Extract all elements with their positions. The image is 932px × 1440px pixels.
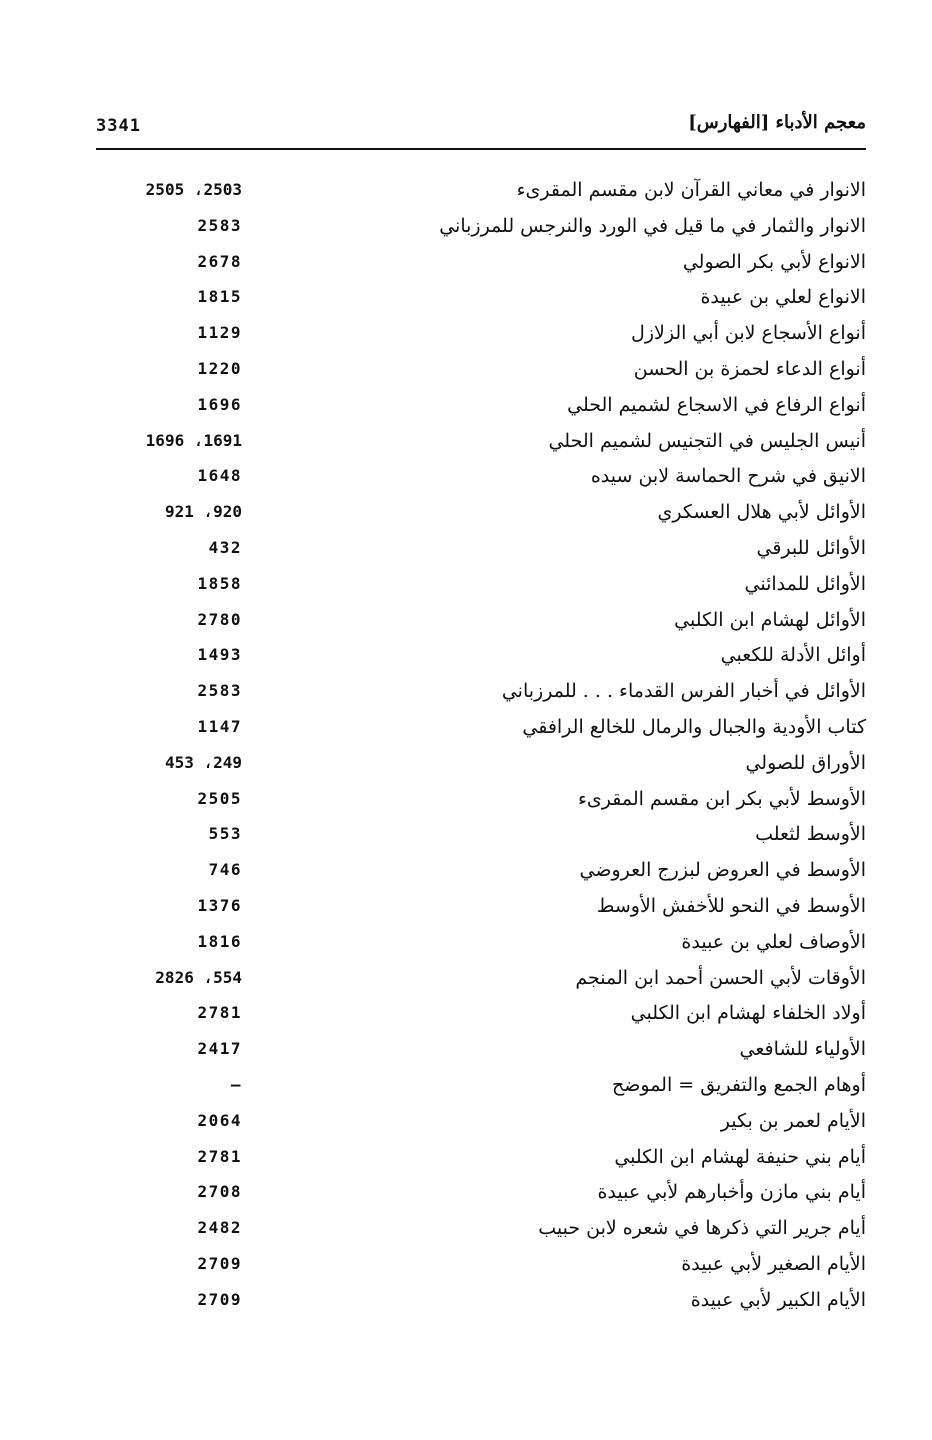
entry-title: الأوسط لأبي بكر ابن مقسم المقرىء — [577, 787, 866, 810]
entry-page-numbers: 746 — [208, 860, 242, 880]
entry-title: الأولياء للشافعي — [739, 1038, 866, 1061]
entry-title: الأوائل للمدائني — [744, 572, 866, 595]
index-entry — [96, 606, 866, 642]
entry-page-numbers: 1147 — [197, 716, 242, 736]
entry-title: كتاب الأودية والجبال والرمال للخالع الرافقي — [522, 715, 866, 738]
entry-page-numbers: 2709 — [197, 1289, 242, 1309]
entry-page-numbers: 1815 — [197, 287, 242, 307]
index-entry — [96, 892, 866, 928]
page-header — [96, 112, 866, 150]
entry-page-numbers: 453 ،249 — [164, 752, 242, 772]
index-entry — [96, 677, 866, 713]
entry-page-numbers: 1858 — [197, 573, 242, 593]
entry-page-numbers: 2826 ،554 — [155, 967, 242, 987]
entry-page-numbers: 2781 — [197, 1146, 242, 1166]
entry-title: أيام جرير التي ذكرها في شعره لابن حبيب — [538, 1217, 866, 1240]
index-entry — [96, 1107, 866, 1143]
index-entry — [96, 1214, 866, 1250]
entry-page-numbers: 432 — [208, 537, 242, 557]
index-entry — [96, 713, 866, 749]
entry-page-numbers: 1493 — [197, 645, 242, 665]
entry-page-numbers: 2708 — [197, 1182, 242, 1202]
entry-title: الانيق في شرح الحماسة لابن سيده — [590, 465, 866, 488]
entry-page-numbers: 2417 — [197, 1039, 242, 1059]
entry-title: الأوائل للبرقي — [756, 536, 866, 559]
index-entry — [96, 319, 866, 355]
index-entry — [96, 856, 866, 892]
index-entry — [96, 999, 866, 1035]
entry-title: أنواع الرفاع في الاسجاع لشميم الحلي — [567, 393, 866, 416]
index-entry — [96, 534, 866, 570]
index-entry — [96, 641, 866, 677]
index-entry — [96, 785, 866, 821]
entry-title: الأيام لعمر بن بكير — [720, 1109, 866, 1132]
page-number: 3341 — [96, 116, 141, 136]
entry-title: الأوقات لأبي الحسن أحمد ابن المنجم — [575, 966, 866, 989]
entry-page-numbers: 2678 — [197, 251, 242, 271]
entry-title: الانوار والثمار في ما قيل في الورد والنرجس للمرزباني — [439, 214, 866, 237]
index-entry — [96, 964, 866, 1000]
entry-page-numbers: 1816 — [197, 931, 242, 951]
entry-title: أنواع الأسجاع لابن أبي الزلازل — [631, 322, 866, 345]
entry-title: أوائل الأدلة للكعبي — [720, 644, 866, 667]
index-list — [96, 176, 866, 1322]
entry-page-numbers: 1696 ،1691 — [145, 430, 242, 450]
index-entry — [96, 1071, 866, 1107]
entry-title: أيام بني مازن وأخبارهم لأبي عبيدة — [597, 1181, 866, 1204]
index-entry — [96, 1250, 866, 1286]
entry-page-numbers: — — [230, 1074, 242, 1094]
entry-title: الانواع لعلي بن عبيدة — [700, 286, 866, 309]
index-entry — [96, 355, 866, 391]
entry-page-numbers: 1220 — [197, 358, 242, 378]
entry-title: الأوراق للصولي — [745, 751, 866, 774]
entry-title: الأيام الكبير لأبي عبيدة — [690, 1288, 866, 1311]
entry-title: الأوائل لهشام ابن الكلبي — [674, 608, 866, 631]
index-entry — [96, 928, 866, 964]
index-entry — [96, 176, 866, 212]
entry-page-numbers: 1696 — [197, 394, 242, 414]
index-entry — [96, 1035, 866, 1071]
index-entry — [96, 283, 866, 319]
entry-title: الانواع لأبي بكر الصولي — [682, 250, 866, 273]
index-entry — [96, 820, 866, 856]
entry-title: الأوسط لثعلب — [755, 823, 866, 846]
entry-title: الأوائل في أخبار الفرس القدماء . . . للمرزباني — [501, 680, 866, 703]
index-entry — [96, 1286, 866, 1322]
entry-page-numbers: 2780 — [197, 609, 242, 629]
entry-page-numbers: 1129 — [197, 323, 242, 343]
entry-page-numbers: 1648 — [197, 466, 242, 486]
entry-title: الأوسط في النحو للأخفش الأوسط — [596, 894, 866, 917]
index-entry — [96, 749, 866, 785]
running-title: معجم الأدباء [الفهارس] — [688, 112, 866, 133]
index-entry — [96, 498, 866, 534]
entry-title: أوهام الجمع والتفريق = الموضح — [611, 1073, 866, 1096]
entry-page-numbers: 921 ،920 — [164, 502, 242, 522]
index-entry — [96, 462, 866, 498]
entry-page-numbers: 2781 — [197, 1003, 242, 1023]
entry-title: الأيام الصغير لأبي عبيدة — [681, 1252, 866, 1275]
index-entry — [96, 212, 866, 248]
index-entry — [96, 427, 866, 463]
entry-page-numbers: 2583 — [197, 681, 242, 701]
index-entry — [96, 1143, 866, 1179]
entry-page-numbers: 553 — [208, 824, 242, 844]
entry-page-numbers: 2709 — [197, 1253, 242, 1273]
entry-title: الأوصاف لعلي بن عبيدة — [681, 930, 866, 953]
index-entry — [96, 570, 866, 606]
entry-title: أولاد الخلفاء لهشام ابن الكلبي — [630, 1002, 866, 1025]
entry-title: الانوار في معاني القرآن لابن مقسم المقرىء — [516, 179, 866, 201]
entry-page-numbers: 2583 — [197, 215, 242, 235]
entry-page-numbers: 2064 — [197, 1110, 242, 1130]
entry-page-numbers: 2482 — [197, 1218, 242, 1238]
index-entry — [96, 248, 866, 284]
index-entry — [96, 1178, 866, 1214]
entry-page-numbers: 2505 — [197, 788, 242, 808]
entry-page-numbers: 2505 ،2503 — [145, 180, 242, 199]
entry-page-numbers: 1376 — [197, 895, 242, 915]
entry-title: الأوائل لأبي هلال العسكري — [657, 501, 866, 524]
entry-title: أنيس الجليس في التجنيس لشميم الحلي — [548, 429, 866, 452]
entry-title: أنواع الدعاء لحمزة بن الحسن — [633, 357, 866, 380]
entry-title: أيام بني حنيفة لهشام ابن الكلبي — [614, 1145, 866, 1168]
index-entry — [96, 391, 866, 427]
entry-title: الأوسط في العروض لبزرج العروضي — [579, 859, 866, 882]
